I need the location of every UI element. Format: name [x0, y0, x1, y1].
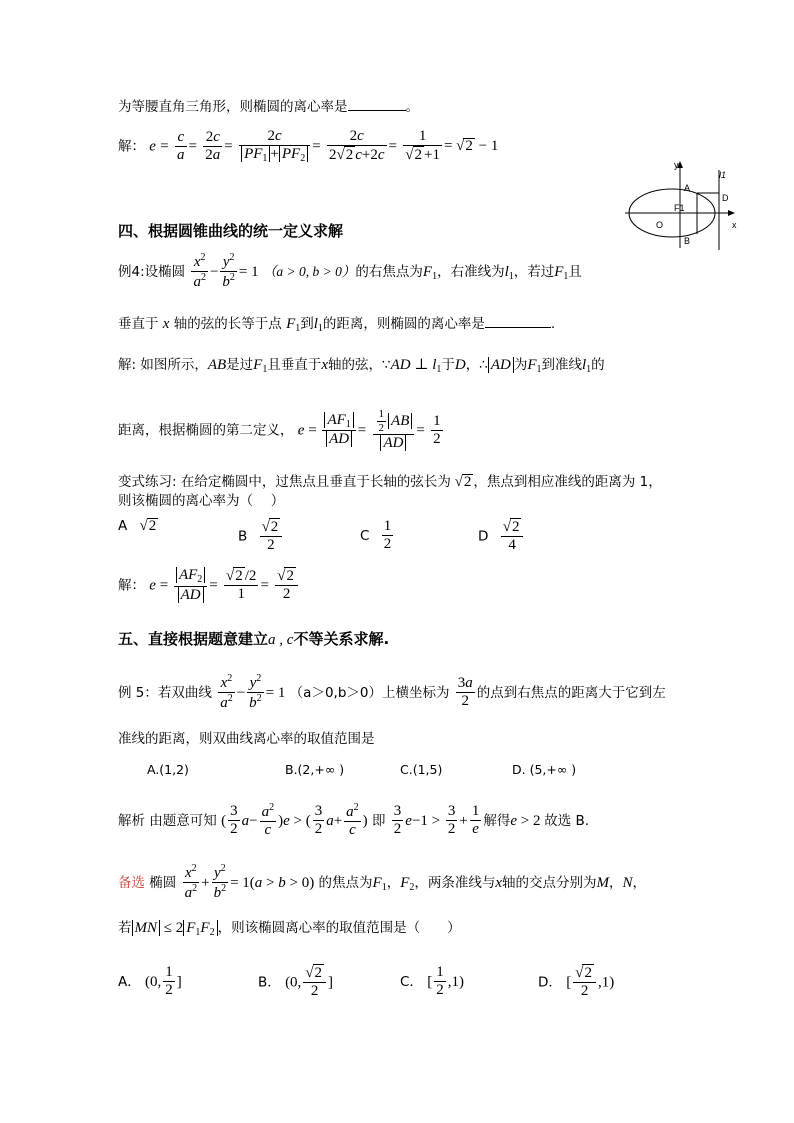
label-x: x — [732, 220, 737, 230]
example-5-option-d[interactable]: D. (5,+∞ ) — [512, 762, 577, 777]
alt-option-d[interactable]: D． [ $\frac{√2}{2}$ ,1) — [538, 965, 615, 1000]
variant-option-d[interactable]: D $\frac{√2}{4}$ — [478, 518, 525, 555]
label-d: D — [722, 193, 729, 203]
example-5-option-c[interactable]: C.(1,5) — [400, 762, 443, 777]
variant-option-c[interactable]: C $\frac{1}{2}$ — [360, 518, 392, 553]
variant-line2: 则该椭圆的离心率为（ ） — [118, 493, 285, 509]
section-4-title: 四、根据圆锥曲线的统一定义求解 — [118, 222, 344, 240]
variant-solution: 解： e = $\frac{AF_2}{AD}$ = $\frac{√2 /2}{1}$ = $\frac{√2}{2}$ — [118, 567, 300, 604]
variant-option-a[interactable]: A √2 — [118, 518, 157, 534]
example-5-solution: 解析 由题意可知 ( $\frac{3}{2}$ a− $\frac{a^2}{c}$ )e > ( $\frac{3}{2}$ a+ $\frac{a^2}{c}$ ) 即 $\frac{3}{2}$ e−1 > $\frac{3}{2}$ + $\frac{1}{e}$ 解得e > 2 故选 B. — [118, 802, 590, 839]
example-5-option-b[interactable]: B.(2,+∞ ) — [285, 762, 345, 777]
example-5-option-a[interactable]: A.(1,2) — [147, 762, 189, 777]
alt-problem-line1: 备选 椭圆 $\frac{x^2}{a^2}$ + $\frac{y^2}{b^2}$ = 1(a > b > 0) 的焦点为$F_1$，$F_2$，两条准线与x轴的交点分别为M，N， — [118, 863, 647, 902]
label-a: A — [684, 183, 691, 193]
example-4-line2: 垂直于 x 轴的弦的长等于点 $F_1$到$l_1$的距离，则椭圆的离心率是 . — [118, 316, 556, 334]
solution-1: 解： e = $\frac{c}{a}$ = $\frac{2c}{2a}$ = $\frac{2c}{PF_1 + PF_2}$ = $\frac{2c}{2√2 c+2c}$ = $\frac{1}{√2 +1}$ = √2 − 1 — [118, 128, 499, 165]
alt-option-c[interactable]: C． [ $\frac{1}{2}$ ,1) — [400, 964, 464, 999]
solution-4-line2: 距离，根据椭圆的第二定义， e = $\frac{AF_1}{AD}$ = $\frac{1}{2}$ AB AD = $\frac{1}{2}$ — [118, 408, 441, 452]
example-4-line1: 例4:设椭圆 $\frac{x^2}{a^2}$ − $\frac{y^2}{b^2}$ = 1 （a > 0, b > 0）的右焦点为$F_1$，右准线为$l_1$，若过$F_1$且 — [118, 252, 582, 291]
alt-label: 备选 — [118, 874, 145, 891]
label-b: B — [684, 236, 691, 246]
answer-blank — [485, 327, 551, 328]
alt-option-a[interactable]: A． (0, $\frac{1}{2}$ ] — [118, 964, 182, 999]
answer-blank — [348, 110, 406, 111]
label-o: O — [656, 220, 664, 230]
ellipse-figure — [620, 158, 740, 258]
alt-problem-line2: 若 MN ≤ 2 $F_1F_2$ ，则该椭圆离心率的取值范围是（ ） — [118, 920, 461, 938]
solution-4-line1: 解: 如图所示，AB是过$F_1$且垂直于x轴的弦，∵AD ⊥ $l_1$于D，∴ AD 为$F_1$到准线$l_1$的 — [118, 357, 605, 375]
example-5-line1: 例 5：若双曲线 $\frac{x^2}{a^2}$ − $\frac{y^2}{b^2}$ = 1 （a＞0,b＞0）上横坐标为 $\frac{3a}{2}$ 的点到右焦点的距离大于它到左 — [118, 673, 666, 712]
problem-tail-line: 为等腰直角三角形，则椭圆的离心率是 。 — [118, 99, 419, 115]
x-axis-arrow-icon — [728, 210, 735, 216]
example-5-line2: 准线的距离，则双曲线离心率的取值范围是 — [118, 731, 375, 747]
section-5-title: 五、直接根据题意建立a , c不等关系求解. — [118, 630, 390, 648]
label-y: y — [674, 160, 679, 170]
label-l1: l1 — [719, 170, 727, 180]
alt-option-b[interactable]: B． (0, $\frac{√2}{2}$ ] — [258, 965, 334, 1000]
variant-line1: 变式练习: 在给定椭圆中，过焦点且垂直于长轴的弦长为 √2 ，焦点到相应准线的距离为 1， — [118, 474, 662, 490]
label-f1: F1 — [674, 203, 685, 213]
variant-option-b[interactable]: B $\frac{√2}{2}$ — [238, 518, 284, 555]
